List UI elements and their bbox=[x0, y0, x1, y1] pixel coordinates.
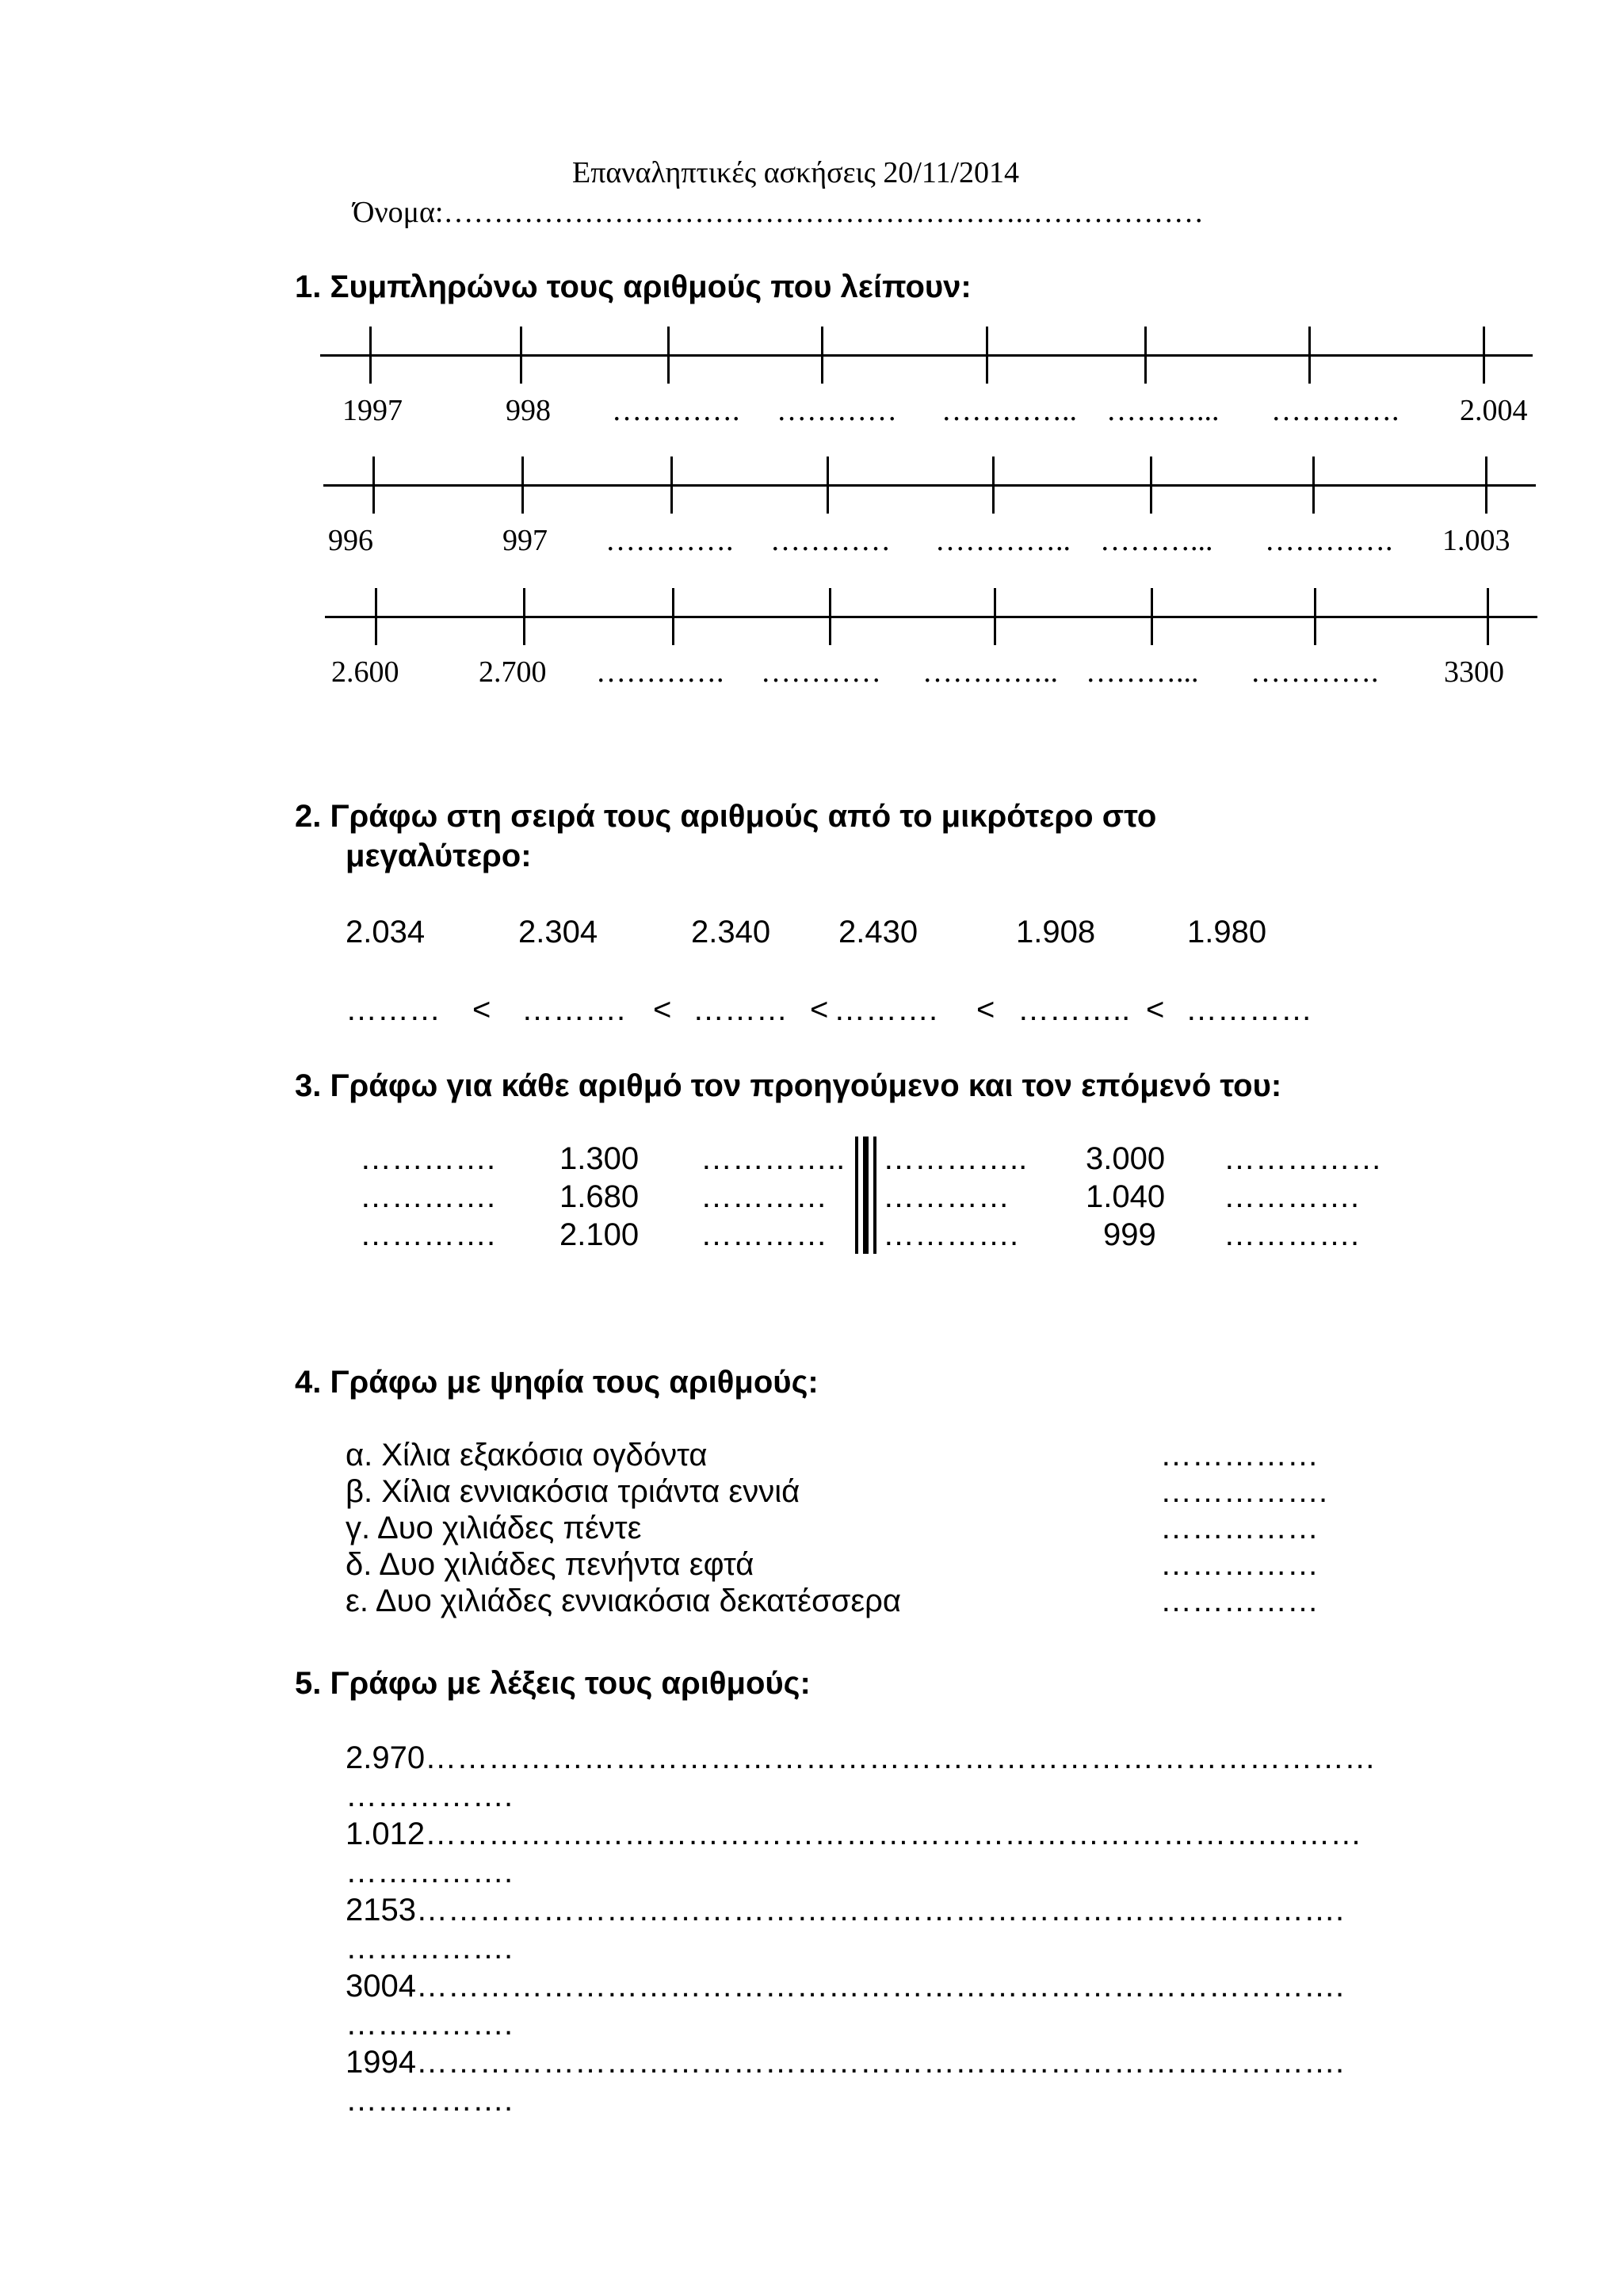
next-number-blank: ………… bbox=[701, 1179, 827, 1214]
number-line-1-tick bbox=[821, 327, 823, 384]
exercise-3-heading: 3. Γράφω για κάθε αριθμό τον προηγούμενο και τον επόμενό του: bbox=[295, 1068, 1282, 1103]
number-line-3-tick bbox=[829, 588, 831, 645]
words-to-digits-item: α. Χίλια εξακόσια ογδόντα bbox=[346, 1438, 708, 1473]
number-line-2-tick bbox=[1312, 457, 1315, 514]
number-line-2-tick bbox=[372, 457, 375, 514]
number-to-words-line: 2.970……………………………………………………………………………… bbox=[346, 1740, 1377, 1775]
number-line-1-label: 998 bbox=[506, 394, 551, 427]
number-line-1-label: 1997 bbox=[342, 394, 403, 427]
number-line-3-axis bbox=[325, 616, 1537, 618]
number-line-2-tick bbox=[1485, 457, 1487, 514]
worksheet-title: Επαναληπτικές ασκήσεις 20/11/2014 bbox=[572, 156, 1020, 189]
number-line-1-tick bbox=[667, 327, 670, 384]
exercise-2-number: 1.980 bbox=[1187, 915, 1267, 949]
number-line-1-blank: ………….. bbox=[941, 394, 1077, 427]
number-line-2-axis bbox=[323, 484, 1536, 487]
next-number-blank: ………….. bbox=[701, 1141, 846, 1176]
next-number-blank: …………… bbox=[1224, 1141, 1382, 1176]
number-line-2-label: 1.003 bbox=[1442, 524, 1510, 557]
number-line-3-blank: ………….. bbox=[922, 655, 1058, 689]
number-line-2-blank: ………… bbox=[770, 524, 891, 557]
order-blank: ……….. bbox=[1018, 992, 1131, 1027]
answer-blank: …………… bbox=[1160, 1547, 1319, 1582]
number-line-1-blank: ………… bbox=[777, 394, 897, 427]
number-line-2-blank: ………….. bbox=[935, 524, 1071, 557]
number-line-3-tick bbox=[523, 588, 525, 645]
words-to-digits-item: β. Χίλια εννιακόσια τριάντα εννιά bbox=[346, 1474, 800, 1509]
number-to-words-line: 2153……………………………………………………………………………. bbox=[346, 1893, 1345, 1927]
number-line-1-tick bbox=[1308, 327, 1311, 384]
exercise-1-heading: 1. Συμπληρώνω τους αριθμούς που λείπουν: bbox=[295, 269, 972, 304]
number-line-1-tick bbox=[369, 327, 372, 384]
number-to-words-line-cont: ……………. bbox=[346, 2083, 514, 2118]
number-line-1-label: 2.004 bbox=[1460, 394, 1528, 427]
number-to-words-line-cont: ……………. bbox=[346, 1855, 514, 1889]
number-to-words-line: 3004……………………………………………………………………………. bbox=[346, 1969, 1345, 2004]
less-than-symbol: < bbox=[976, 992, 995, 1027]
number-line-3-label: 2.700 bbox=[479, 655, 547, 689]
number-to-words-line: 1.012…………….……………………………………………………….……… bbox=[346, 1817, 1362, 1851]
exercise-2-heading: 2. Γράφω στη σειρά τους αριθμούς από το μικρότερο στο bbox=[295, 799, 1157, 834]
less-than-symbol: < bbox=[810, 992, 829, 1027]
table-divider bbox=[873, 1137, 876, 1254]
number-line-2-label: 997 bbox=[502, 524, 548, 557]
table-divider bbox=[855, 1137, 858, 1254]
number-line-1-tick bbox=[986, 327, 988, 384]
number-line-3-tick bbox=[1314, 588, 1316, 645]
answer-blank: …………… bbox=[1160, 1438, 1319, 1473]
given-number: 999 bbox=[1103, 1217, 1156, 1252]
number-line-1-tick bbox=[520, 327, 522, 384]
previous-number-blank: ………… bbox=[883, 1179, 1010, 1214]
number-line-1-blank: …………. bbox=[1271, 394, 1400, 427]
exercise-4-heading: 4. Γράφω με ψηφία τους αριθμούς: bbox=[295, 1365, 819, 1400]
number-line-2-tick bbox=[670, 457, 673, 514]
previous-number-blank: …………. bbox=[360, 1141, 496, 1176]
number-to-words-line: 1994……………………………………………………………………………. bbox=[346, 2045, 1345, 2080]
order-blank: ………. bbox=[521, 992, 626, 1027]
number-line-3-tick bbox=[994, 588, 996, 645]
previous-number-blank: …………. bbox=[883, 1217, 1019, 1252]
given-number: 1.680 bbox=[559, 1179, 640, 1214]
number-line-2-tick bbox=[521, 457, 524, 514]
number-to-words-line-cont: ……………. bbox=[346, 1931, 514, 1966]
number-line-1-blank: ………... bbox=[1106, 394, 1220, 427]
number-line-1-tick bbox=[1144, 327, 1147, 384]
less-than-symbol: < bbox=[472, 992, 491, 1027]
next-number-blank: …………. bbox=[1224, 1217, 1360, 1252]
exercise-2-number: 1.908 bbox=[1016, 915, 1096, 949]
number-line-1-blank: …………. bbox=[612, 394, 740, 427]
previous-number-blank: …………. bbox=[360, 1179, 496, 1214]
exercise-2-number: 2.340 bbox=[691, 915, 771, 949]
number-line-2-blank: …………. bbox=[605, 524, 734, 557]
words-to-digits-item: γ. Δυο χιλιάδες πέντε bbox=[346, 1511, 642, 1545]
name-field-label: Όνομα:………………………………………………….……………… bbox=[353, 196, 1204, 229]
number-line-3-tick bbox=[1487, 588, 1489, 645]
number-line-3-blank: ………… bbox=[761, 655, 881, 689]
answer-blank: ……………. bbox=[1160, 1474, 1328, 1509]
order-blank: ………… bbox=[1186, 992, 1312, 1027]
exercise-2-number: 2.430 bbox=[838, 915, 918, 949]
number-line-3-label: 2.600 bbox=[331, 655, 399, 689]
table-divider bbox=[863, 1137, 869, 1254]
given-number: 1.040 bbox=[1086, 1179, 1166, 1214]
order-blank: ………. bbox=[834, 992, 938, 1027]
number-line-3-blank: …………. bbox=[1251, 655, 1379, 689]
answer-blank: …………… bbox=[1160, 1584, 1319, 1618]
next-number-blank: …………. bbox=[1224, 1179, 1360, 1214]
number-line-2-blank: ………... bbox=[1100, 524, 1213, 557]
number-line-2-tick bbox=[992, 457, 995, 514]
next-number-blank: ………… bbox=[701, 1217, 827, 1252]
less-than-symbol: < bbox=[653, 992, 672, 1027]
given-number: 2.100 bbox=[559, 1217, 640, 1252]
number-line-3-blank: ………... bbox=[1086, 655, 1199, 689]
exercise-5-heading: 5. Γράφω με λέξεις τους αριθμούς: bbox=[295, 1666, 811, 1701]
less-than-symbol: < bbox=[1146, 992, 1165, 1027]
number-line-2-label: 996 bbox=[328, 524, 373, 557]
number-line-3-tick bbox=[375, 588, 377, 645]
number-line-3-blank: …………. bbox=[596, 655, 724, 689]
number-to-words-line-cont: ……………. bbox=[346, 1778, 514, 1813]
number-line-2-tick bbox=[827, 457, 829, 514]
number-line-3-tick bbox=[1151, 588, 1153, 645]
order-blank: ……… bbox=[346, 992, 441, 1027]
given-number: 3.000 bbox=[1086, 1141, 1166, 1176]
number-line-3-label: 3300 bbox=[1444, 655, 1504, 689]
words-to-digits-item: ε. Δυο χιλιάδες εννιακόσια δεκατέσσερα bbox=[346, 1584, 902, 1618]
order-blank: ……… bbox=[693, 992, 788, 1027]
number-line-3-tick bbox=[672, 588, 674, 645]
exercise-2-number: 2.304 bbox=[518, 915, 598, 949]
answer-blank: …………… bbox=[1160, 1511, 1319, 1545]
number-to-words-line-cont: ……………. bbox=[346, 2007, 514, 2042]
exercise-2-heading-cont: μεγαλύτερο: bbox=[346, 839, 532, 873]
number-line-1-tick bbox=[1483, 327, 1485, 384]
exercise-2-number: 2.034 bbox=[346, 915, 426, 949]
previous-number-blank: ………….. bbox=[883, 1141, 1028, 1176]
given-number: 1.300 bbox=[559, 1141, 640, 1176]
number-line-2-blank: …………. bbox=[1265, 524, 1393, 557]
words-to-digits-item: δ. Δυο χιλιάδες πενήντα εφτά bbox=[346, 1547, 754, 1582]
previous-number-blank: …………. bbox=[360, 1217, 496, 1252]
number-line-2-tick bbox=[1150, 457, 1152, 514]
number-line-1-axis bbox=[320, 354, 1533, 357]
